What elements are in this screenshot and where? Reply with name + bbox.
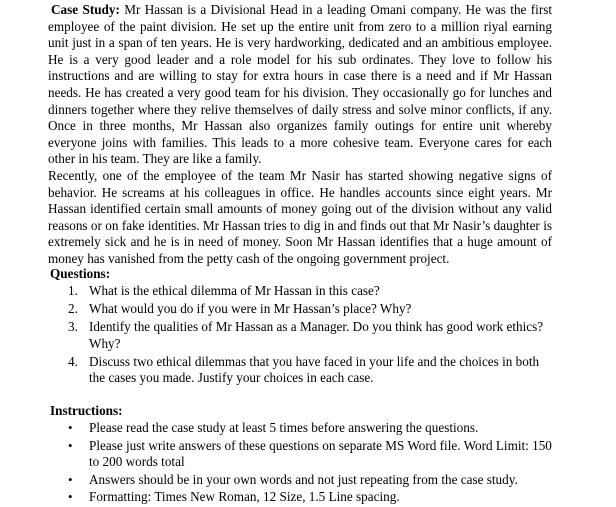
questions-list bbox=[68, 283, 554, 389]
questions-heading: Questions: bbox=[50, 266, 111, 281]
instruction-text: Formatting: Times New Roman, 12 Size, 1.5 Line spacing. bbox=[89, 489, 400, 505]
instruction-text: Please read the case study at least 5 times before answering the questions. bbox=[89, 420, 479, 435]
question-item bbox=[68, 319, 554, 352]
bullet-icon: • bbox=[68, 437, 73, 453]
question-item bbox=[68, 354, 554, 387]
question-number: 1. bbox=[68, 283, 78, 298]
question-item bbox=[68, 301, 554, 318]
instruction-item bbox=[68, 489, 554, 506]
case-study-paragraph-2: Recently, one of the employee of the team Mr Nasir has started showing negative signs of behavior. He screams at his colleagues in office. He handles accounts since eight years. Mr Hassan identified certain small amounts of money going out of the division without any valid reasons or on fake identities. Mr Hassan tries to dig in and finds out that Mr Nasir’s daughter is extremely sick and he is in need of money. Soon Mr Hassan identifies that a huge amount of money has vanished from the petty cash of the ongoing government project. bbox=[48, 167, 552, 266]
bullet-icon: • bbox=[68, 471, 73, 487]
instruction-text: Please just write answers of these questions on separate MS Word file. Word Limit: 150 to 200 words total bbox=[89, 437, 552, 470]
bullet-icon: • bbox=[68, 489, 73, 505]
case-study-paragraph-1-text: Mr Hassan is a Divisional Head in a leading Omani company. He was the first employee of the paint division. He set up the entire unit from zero to a million riyal earning unit just in a span of ten years. He is very hardworking, dedicated and an ambitious employee. He is a very good leader and a role model for his sub ordinates. They love to follow his instructions and are willing to stay for extra hours in case there is a need and if Mr Hassan needs. He has created a very good team for his division. They occasionally go for lunches and dinners together where they relive themselves of daily stress and solve minor conflicts, if any. Once in three months, Mr Hassan also organizes family outings for entire unit whereby everyone joins with families. This leads to a more cohesive team. Everyone cares for each other in his team. They are like a family. bbox=[48, 2, 553, 167]
instruction-item bbox=[68, 420, 554, 437]
case-study-label: Case Study: bbox=[51, 2, 120, 17]
instructions-heading: Instructions: bbox=[50, 403, 123, 418]
question-text: Identify the qualities of Mr Hassan as a Manager. Do you think has good work ethics? Why? bbox=[89, 319, 544, 351]
question-text: What is the ethical dilemma of Mr Hassan in this case? bbox=[89, 283, 380, 298]
bullet-icon: • bbox=[68, 420, 73, 435]
question-item bbox=[68, 283, 554, 300]
instructions-list bbox=[68, 420, 554, 507]
question-number: 2. bbox=[68, 301, 78, 317]
instruction-text: Answers should be in your own words and not just repeating from the case study. bbox=[89, 471, 518, 487]
case-study-paragraph-1 bbox=[48, 2, 552, 168]
question-text: Discuss two ethical dilemmas that you have faced in your life and the choices in both the cases you made. Justify your choices in each case. bbox=[89, 353, 540, 386]
question-text: What would you do if you were in Mr Hassan’s place? Why? bbox=[89, 301, 412, 317]
question-number: 4. bbox=[68, 353, 78, 369]
instruction-item bbox=[68, 472, 554, 489]
case-study-section bbox=[48, 2, 552, 268]
instruction-item bbox=[68, 438, 554, 471]
question-number: 3. bbox=[68, 319, 78, 335]
